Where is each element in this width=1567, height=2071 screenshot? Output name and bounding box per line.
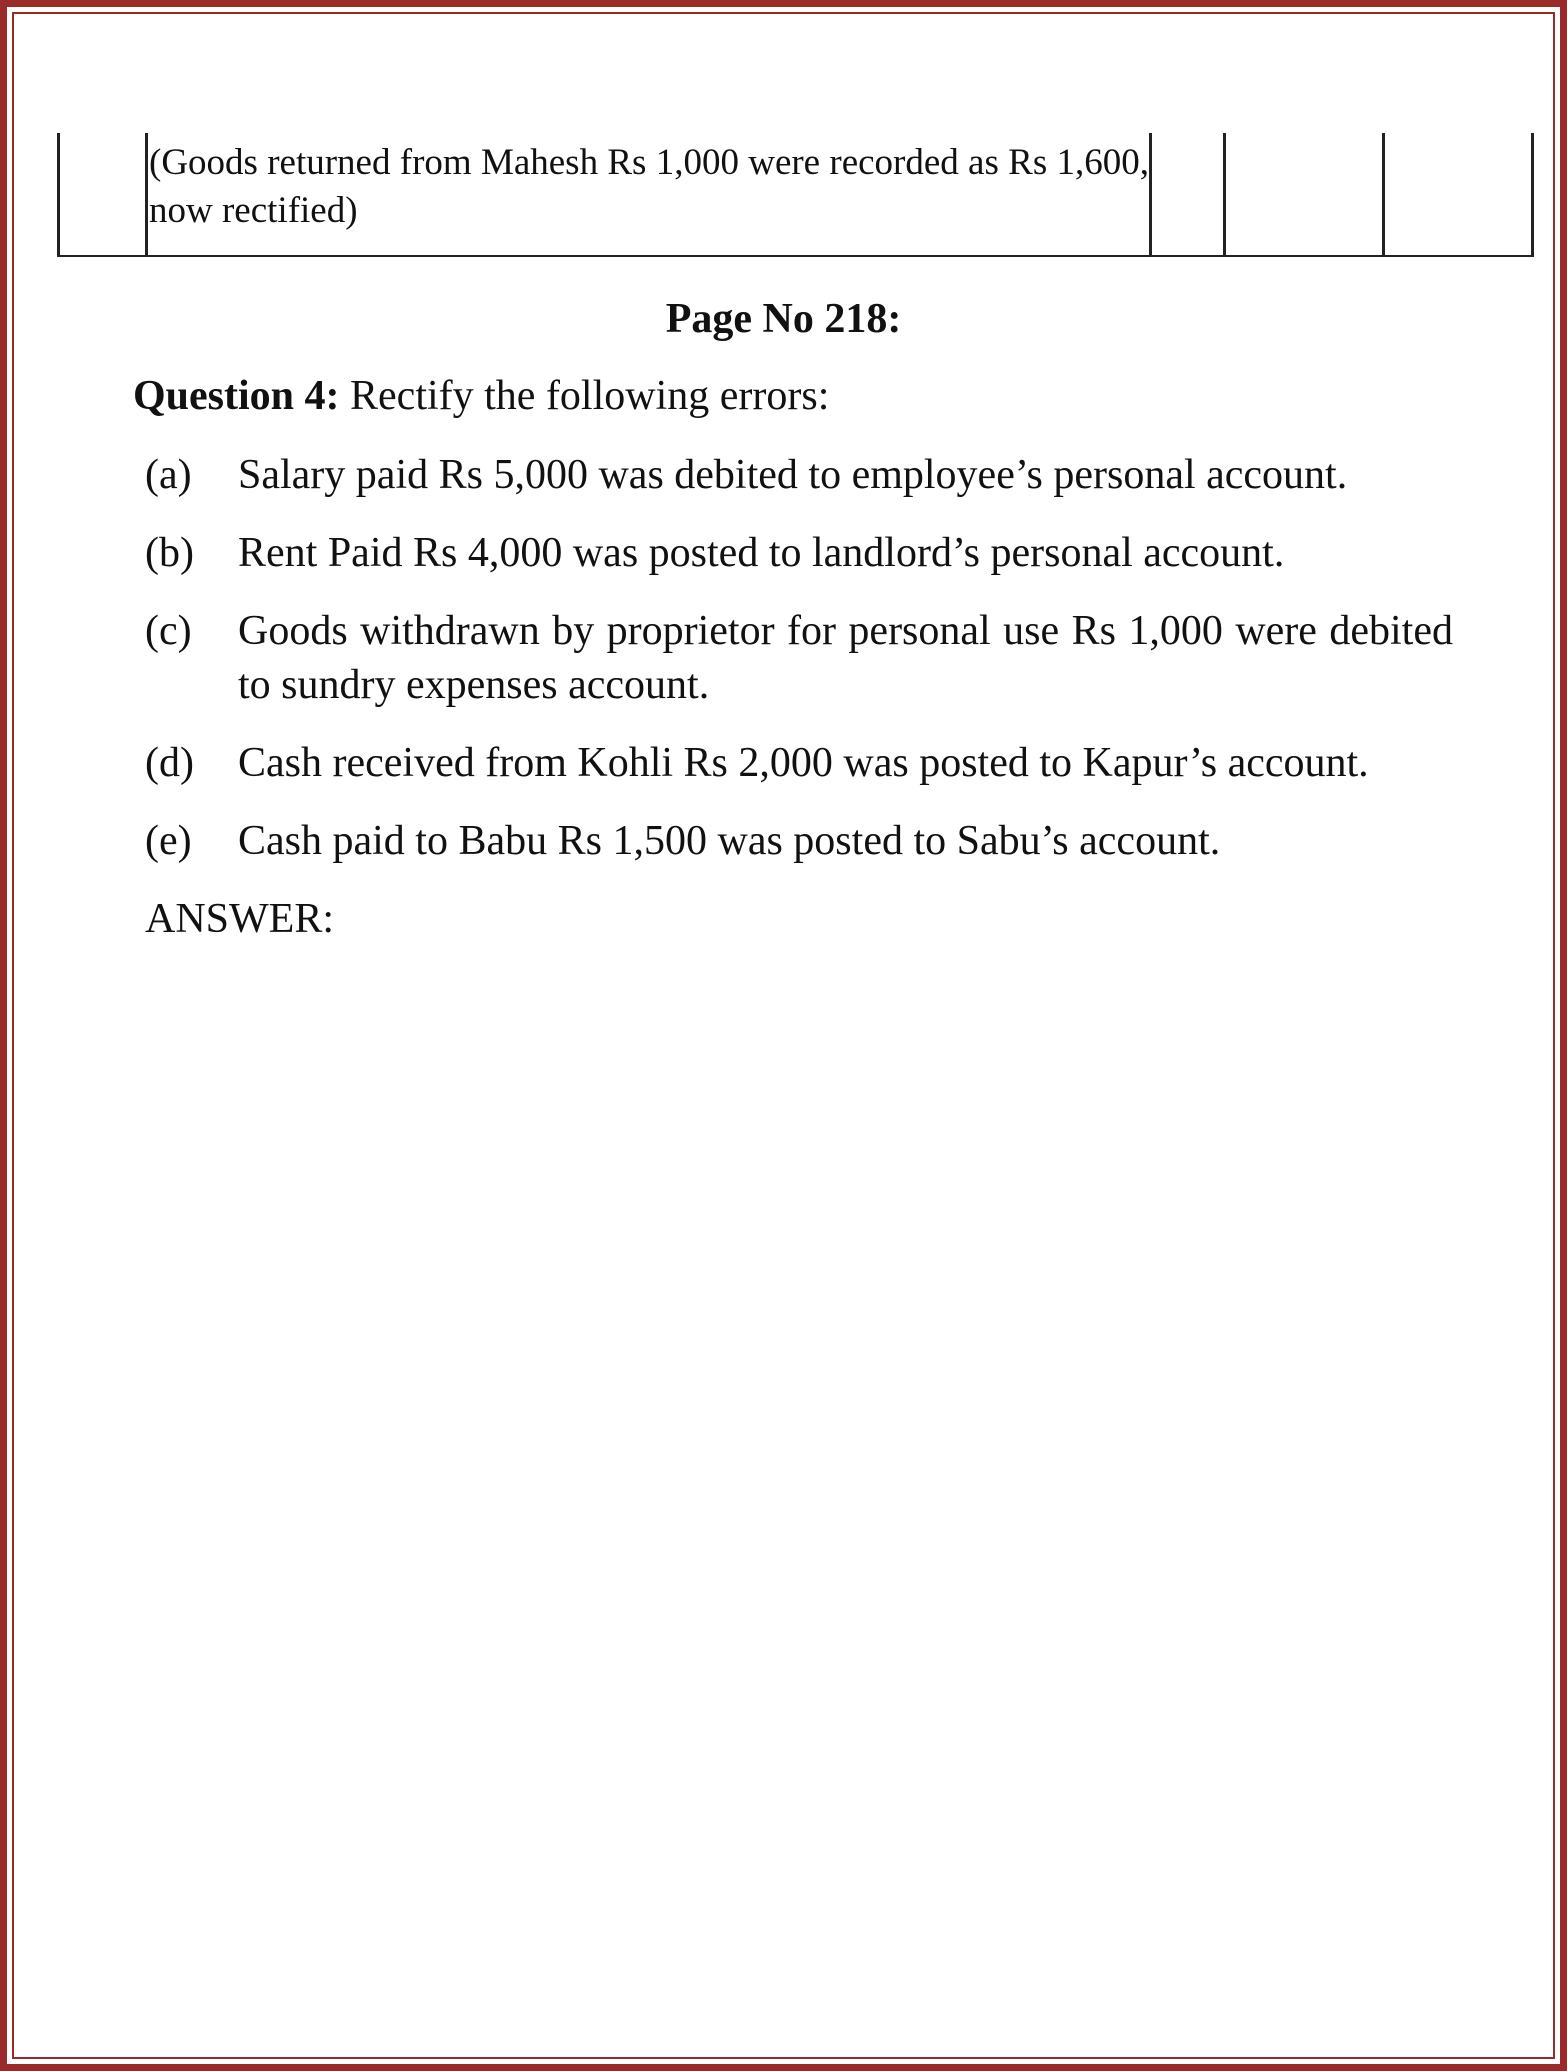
- table-column-line: [57, 133, 60, 255]
- item-letter: (d): [145, 740, 194, 786]
- item-text: Cash paid to Babu Rs 1,500 was posted to Sabu’s account.: [238, 818, 1221, 864]
- table-column-line: [145, 133, 148, 255]
- question-heading: [133, 372, 829, 420]
- table-column-line: [1149, 133, 1152, 255]
- item-text: Cash received from Kohli Rs 2,000 was posted to Kapur’s account.: [238, 740, 1369, 786]
- item-text: Rent Paid Rs 4,000 was posted to landlord’s personal account.: [238, 530, 1285, 576]
- item-letter: (c): [145, 608, 192, 654]
- item-text: Goods withdrawn by proprietor for personal use Rs 1,000 were debited to sundry expenses account.: [238, 608, 1453, 708]
- list-item: [145, 814, 1453, 868]
- error-list: [145, 448, 1453, 892]
- item-text: Salary paid Rs 5,000 was debited to employee’s personal account.: [238, 452, 1348, 498]
- question-label: Question 4:: [133, 373, 340, 419]
- list-item: [145, 604, 1453, 712]
- item-letter: (b): [145, 530, 194, 576]
- journal-table-fragment: [57, 133, 1534, 257]
- table-column-line: [1223, 133, 1226, 255]
- page-number-heading: Page No 218:: [665, 296, 902, 342]
- table-column-line: [1382, 133, 1385, 255]
- journal-narration: (Goods returned from Mahesh Rs 1,000 were recorded as Rs 1,600, now rectified): [149, 142, 1149, 231]
- list-item: [145, 448, 1453, 502]
- list-item: [145, 526, 1453, 580]
- list-item: [145, 736, 1453, 790]
- table-column-line: [1531, 133, 1534, 255]
- question-text: Rectify the following errors:: [339, 373, 830, 419]
- answer-label: ANSWER:: [145, 896, 334, 942]
- item-letter: (e): [145, 818, 192, 864]
- item-letter: (a): [145, 452, 192, 498]
